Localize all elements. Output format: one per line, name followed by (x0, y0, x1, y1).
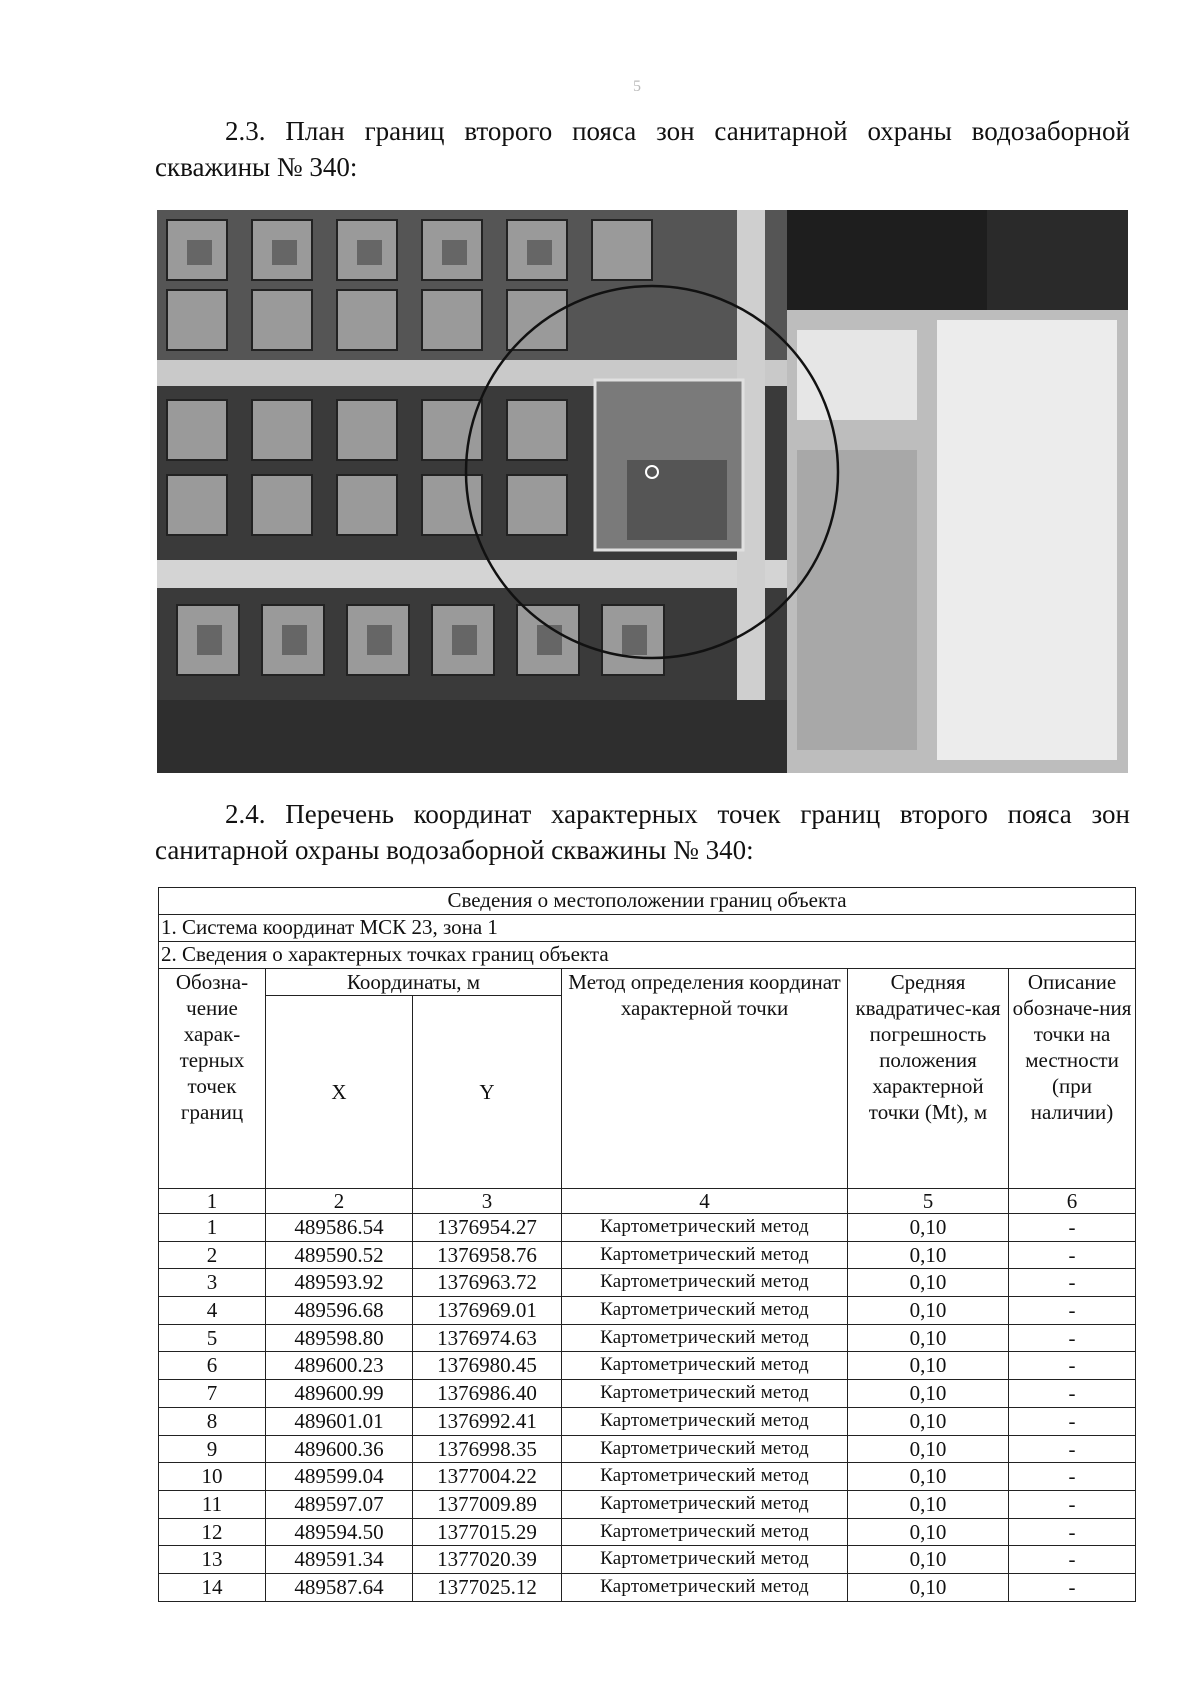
section-2-3-title: 2.3. План границ второго пояса зон санитарной охраны водозаборной скважины № 340: (155, 116, 1130, 182)
point-number: 12 (159, 1518, 266, 1546)
desc-value: - (1009, 1324, 1136, 1352)
x-value: 489600.23 (266, 1352, 413, 1380)
mt-value: 0,10 (848, 1518, 1009, 1546)
desc-value: - (1009, 1214, 1136, 1242)
coordinate-system: 1. Система координат МСК 23, зона 1 (159, 915, 1136, 942)
x-value: 489591.34 (266, 1546, 413, 1574)
desc-value: - (1009, 1546, 1136, 1574)
table-row (159, 1573, 1136, 1601)
point-number: 3 (159, 1269, 266, 1297)
desc-value: - (1009, 1269, 1136, 1297)
method-value: Картометрический метод (562, 1407, 848, 1435)
col-designation: Обозна-чение харак-терных точек границ (159, 969, 266, 1189)
point-number: 7 (159, 1380, 266, 1408)
satellite-map (157, 210, 1128, 773)
mt-value: 0,10 (848, 1573, 1009, 1601)
desc-value: - (1009, 1297, 1136, 1325)
mt-value: 0,10 (848, 1214, 1009, 1242)
desc-value: - (1009, 1490, 1136, 1518)
y-value: 1376980.45 (413, 1352, 562, 1380)
mt-value: 0,10 (848, 1269, 1009, 1297)
method-value: Картометрический метод (562, 1214, 848, 1242)
point-number: 2 (159, 1241, 266, 1269)
point-number: 13 (159, 1546, 266, 1574)
desc-value: - (1009, 1435, 1136, 1463)
x-value: 489596.68 (266, 1297, 413, 1325)
method-value: Картометрический метод (562, 1463, 848, 1491)
x-value: 489601.01 (266, 1407, 413, 1435)
table-row (159, 1380, 1136, 1408)
y-value: 1377009.89 (413, 1490, 562, 1518)
coordinates-table (158, 887, 1136, 1602)
mt-value: 0,10 (848, 1435, 1009, 1463)
table-row (159, 1297, 1136, 1325)
y-value: 1376974.63 (413, 1324, 562, 1352)
point-number: 1 (159, 1214, 266, 1242)
point-number: 5 (159, 1324, 266, 1352)
section-2-4-title: 2.4. Перечень координат характерных точек границ второго пояса зон санитарной охраны водозаборной скважины № 340: (155, 799, 1130, 865)
col-error: Средняя квадратичес-кая погрешность положения характерной точки (Mt), м (848, 969, 1009, 1189)
mt-value: 0,10 (848, 1352, 1009, 1380)
table-row (159, 1463, 1136, 1491)
y-value: 1376958.76 (413, 1241, 562, 1269)
table-row (159, 1269, 1136, 1297)
table-row (159, 1407, 1136, 1435)
x-value: 489590.52 (266, 1241, 413, 1269)
table-row (159, 1214, 1136, 1242)
x-value: 489598.80 (266, 1324, 413, 1352)
col-coords: Координаты, м (266, 969, 562, 996)
method-value: Картометрический метод (562, 1490, 848, 1518)
table-row (159, 1241, 1136, 1269)
y-value: 1376998.35 (413, 1435, 562, 1463)
table-row (159, 1490, 1136, 1518)
mt-value: 0,10 (848, 1324, 1009, 1352)
point-number: 9 (159, 1435, 266, 1463)
point-number: 6 (159, 1352, 266, 1380)
desc-value: - (1009, 1241, 1136, 1269)
desc-value: - (1009, 1407, 1136, 1435)
y-value: 1377004.22 (413, 1463, 562, 1491)
table-row (159, 1518, 1136, 1546)
page-number: 5 (633, 78, 641, 95)
y-value: 1377015.29 (413, 1518, 562, 1546)
y-value: 1376969.01 (413, 1297, 562, 1325)
method-value: Картометрический метод (562, 1546, 848, 1574)
method-value: Картометрический метод (562, 1324, 848, 1352)
method-value: Картометрический метод (562, 1435, 848, 1463)
desc-value: - (1009, 1463, 1136, 1491)
col-y: Y (413, 996, 562, 1189)
point-number: 8 (159, 1407, 266, 1435)
x-value: 489597.07 (266, 1490, 413, 1518)
x-value: 489600.36 (266, 1435, 413, 1463)
y-value: 1376954.27 (413, 1214, 562, 1242)
mt-value: 0,10 (848, 1407, 1009, 1435)
mt-value: 0,10 (848, 1490, 1009, 1518)
desc-value: - (1009, 1518, 1136, 1546)
point-number: 14 (159, 1573, 266, 1601)
col-num: 3 (413, 1189, 562, 1214)
mt-value: 0,10 (848, 1546, 1009, 1574)
col-x: X (266, 996, 413, 1189)
y-value: 1377025.12 (413, 1573, 562, 1601)
col-num: 6 (1009, 1189, 1136, 1214)
points-header: 2. Сведения о характерных точках границ объекта (159, 942, 1136, 969)
table-row (159, 1435, 1136, 1463)
table-row (159, 1546, 1136, 1574)
method-value: Картометрический метод (562, 1241, 848, 1269)
x-value: 489586.54 (266, 1214, 413, 1242)
x-value: 489594.50 (266, 1518, 413, 1546)
col-num: 5 (848, 1189, 1009, 1214)
mt-value: 0,10 (848, 1380, 1009, 1408)
desc-value: - (1009, 1352, 1136, 1380)
method-value: Картометрический метод (562, 1352, 848, 1380)
y-value: 1376986.40 (413, 1380, 562, 1408)
mt-value: 0,10 (848, 1297, 1009, 1325)
col-description: Описание обозначе-ния точки на местности (при наличии) (1009, 969, 1136, 1189)
table-row (159, 1352, 1136, 1380)
map-image (157, 210, 1128, 773)
desc-value: - (1009, 1573, 1136, 1601)
table-caption: Сведения о местоположении границ объекта (159, 888, 1136, 915)
col-method: Метод определения координат характерной точки (562, 969, 848, 1189)
y-value: 1377020.39 (413, 1546, 562, 1574)
x-value: 489600.99 (266, 1380, 413, 1408)
x-value: 489593.92 (266, 1269, 413, 1297)
point-number: 11 (159, 1490, 266, 1518)
method-value: Картометрический метод (562, 1297, 848, 1325)
col-num: 1 (159, 1189, 266, 1214)
mt-value: 0,10 (848, 1241, 1009, 1269)
method-value: Картометрический метод (562, 1269, 848, 1297)
desc-value: - (1009, 1380, 1136, 1408)
x-value: 489587.64 (266, 1573, 413, 1601)
col-num: 2 (266, 1189, 413, 1214)
column-numbers-row (159, 1189, 1136, 1214)
method-value: Картометрический метод (562, 1518, 848, 1546)
col-num: 4 (562, 1189, 848, 1214)
point-number: 10 (159, 1463, 266, 1491)
x-value: 489599.04 (266, 1463, 413, 1491)
point-number: 4 (159, 1297, 266, 1325)
mt-value: 0,10 (848, 1463, 1009, 1491)
method-value: Картометрический метод (562, 1380, 848, 1408)
y-value: 1376992.41 (413, 1407, 562, 1435)
method-value: Картометрический метод (562, 1573, 848, 1601)
table-row (159, 1324, 1136, 1352)
y-value: 1376963.72 (413, 1269, 562, 1297)
